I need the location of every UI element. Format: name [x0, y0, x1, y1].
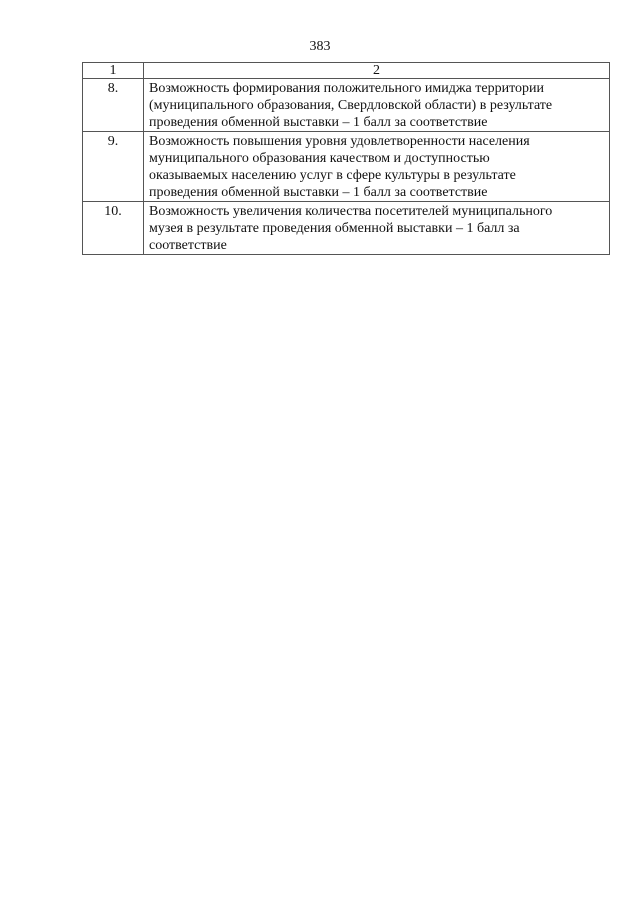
row-text-line: музея в результате проведения обменной выставки – 1 балл за	[149, 221, 520, 236]
table-row	[83, 79, 610, 132]
row-text-line: муниципального образования качеством и доступностью	[149, 151, 490, 166]
row-number: 10.	[83, 202, 144, 255]
row-text-line: проведения обменной выставки – 1 балл за соответствие	[149, 185, 488, 200]
row-number: 9.	[83, 132, 144, 202]
row-text-line: (муниципального образования, Свердловской области) в результате	[149, 98, 553, 113]
column-header-description: 2	[144, 63, 610, 79]
row-text-line: проведения обменной выставки – 1 балл за соответствие	[149, 115, 488, 130]
row-text-line: Возможность увеличения количества посетителей муниципального	[149, 204, 553, 219]
row-text-line: Возможность повышения уровня удовлетворенности населения	[149, 134, 530, 149]
row-description	[144, 132, 610, 202]
table-row	[83, 202, 610, 255]
criteria-table	[82, 62, 610, 255]
column-header-number: 1	[83, 63, 144, 79]
table-row	[83, 132, 610, 202]
row-text-line: оказываемых населению услуг в сфере культуры в результате	[149, 168, 516, 183]
row-text-line: Возможность формирования положительного имиджа территории	[149, 81, 544, 96]
row-description	[144, 202, 610, 255]
table-header-row	[83, 63, 610, 79]
row-description	[144, 79, 610, 132]
page-number: 383	[309, 39, 331, 54]
row-number: 8.	[83, 79, 144, 132]
row-text-line: соответствие	[149, 238, 227, 253]
